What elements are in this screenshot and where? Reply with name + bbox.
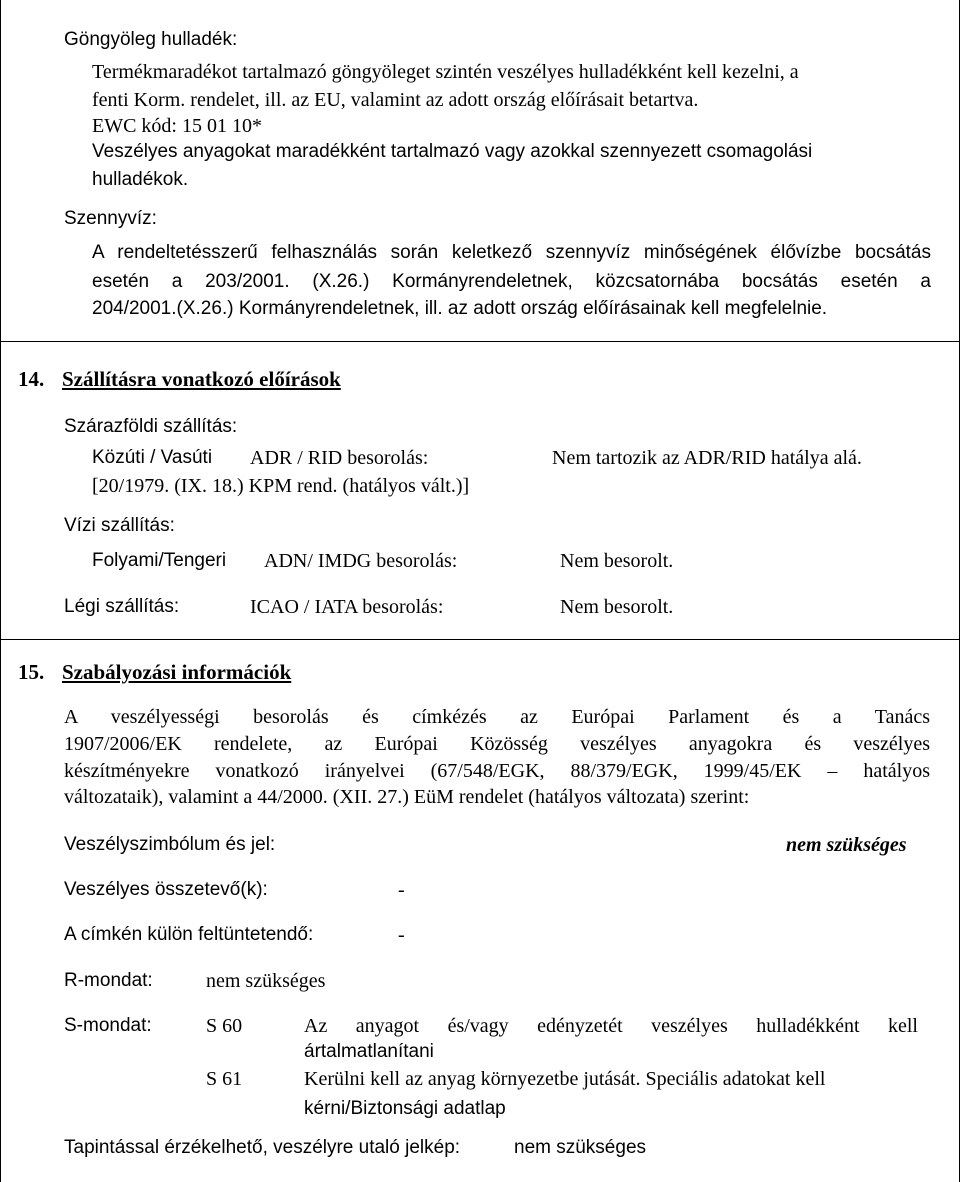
wastewater-line-1: A rendeltetésszerű felhasználás során keletkező szennyvíz minőségének élővízbe bocsátás xyxy=(92,242,931,263)
regulatory-intro-line-3: készítményekre vonatkozó irányelvei (67/548/EGK, 88/379/EGK, 1999/45/EK – hatályos xyxy=(64,760,930,782)
s-phrase-label: S-mondat: xyxy=(64,1015,152,1036)
air-transport-classification: ICAO / IATA besorolás: xyxy=(250,596,444,618)
hazardous-components-label: Veszélyes összetevő(k): xyxy=(64,879,268,900)
tactile-warning-label: Tapintással érzékelhető, veszélyre utaló jelkép: xyxy=(64,1137,461,1158)
packaging-line-3: EWC kód: 15 01 10* xyxy=(92,115,262,137)
packaging-line-1: Termékmaradékot tartalmazó göngyöleget szintén veszélyes hulladékként kell kezelni, a xyxy=(92,61,799,83)
water-transport-value: Nem besorolt. xyxy=(560,550,674,572)
wastewater-line-2: esetén a 203/2001. (X.26.) Kormányrendeletnek, közcsatornába bocsátás esetén a xyxy=(92,271,931,292)
packaging-line-2: fenti Korm. rendelet, ill. az EU, valamint az adott ország előírásait betartva. xyxy=(92,89,699,111)
section-14-title: Szállításra vonatkozó előírások xyxy=(62,367,341,391)
r-phrase-label: R-mondat: xyxy=(64,970,153,991)
road-rail-reference: [20/1979. (IX. 18.) KPM rend. (hatályos vált.)] xyxy=(92,475,470,497)
packaging-line-5: hulladékok. xyxy=(92,169,189,190)
land-transport-title: Szárazföldi szállítás: xyxy=(64,416,238,437)
s-phrase-text: Az anyagot és/vagy edényzetét veszélyes hulladékként kell xyxy=(304,1015,918,1037)
water-transport-classification: ADN/ IMDG besorolás: xyxy=(264,550,458,572)
section-15-number: 15. xyxy=(18,660,45,684)
road-rail-classification: ADR / RID besorolás: xyxy=(250,447,429,469)
water-transport-title: Vízi szállítás: xyxy=(64,515,175,536)
wastewater-title: Szennyvíz: xyxy=(64,208,157,229)
packaging-waste-title: Göngyöleg hulladék: xyxy=(64,29,238,50)
label-extra-value: - xyxy=(398,924,405,946)
label-extra-label: A címkén külön feltüntetendő: xyxy=(64,924,314,945)
hazard-symbol-label: Veszélyszimbólum és jel: xyxy=(64,834,276,855)
road-rail-label: Közúti / Vasúti xyxy=(92,447,213,468)
section-15-title: Szabályozási információk xyxy=(62,660,292,684)
s-phrase-text: Kerülni kell az anyag környezetbe jutását. Speciális adatokat kell xyxy=(304,1068,826,1090)
hazard-symbol-value: nem szükséges xyxy=(786,834,907,856)
wastewater-line-3: 204/2001.(X.26.) Kormányrendeletnek, ill. az adott ország előírásainak kell megfelelnie. xyxy=(92,298,828,319)
regulatory-intro-line-1: A veszélyességi besorolás és címkézés az Európai Parlament és a Tanács xyxy=(64,706,930,728)
road-rail-value: Nem tartozik az ADR/RID hatálya alá. xyxy=(552,447,862,469)
regulatory-intro-line-2: 1907/2006/EK rendelete, az Európai Közösség veszélyes anyagokra és veszélyes xyxy=(64,733,930,755)
hazardous-components-value: - xyxy=(398,879,405,901)
s-phrase-text: ártalmatlanítani xyxy=(304,1041,434,1062)
water-transport-label: Folyami/Tengeri xyxy=(92,550,227,571)
regulatory-intro-line-4: változataik), valamint a 44/2000. (XII. 27.) EüM rendelet (hatályos változata) szerint: xyxy=(64,786,750,808)
r-phrase-value: nem szükséges xyxy=(206,970,326,992)
air-transport-value: Nem besorolt. xyxy=(560,596,674,618)
s-phrase-code: S 60 xyxy=(206,1015,243,1037)
tactile-warning-value: nem szükséges xyxy=(514,1137,647,1158)
air-transport-label: Légi szállítás: xyxy=(64,596,180,617)
s-phrase-text: kérni/Biztonsági adatlap xyxy=(304,1098,506,1119)
s-phrase-code: S 61 xyxy=(206,1068,243,1090)
section-14-number: 14. xyxy=(18,367,45,391)
packaging-line-4: Veszélyes anyagokat maradékként tartalmazó vagy azokkal szennyezett csomagolási xyxy=(92,141,813,162)
